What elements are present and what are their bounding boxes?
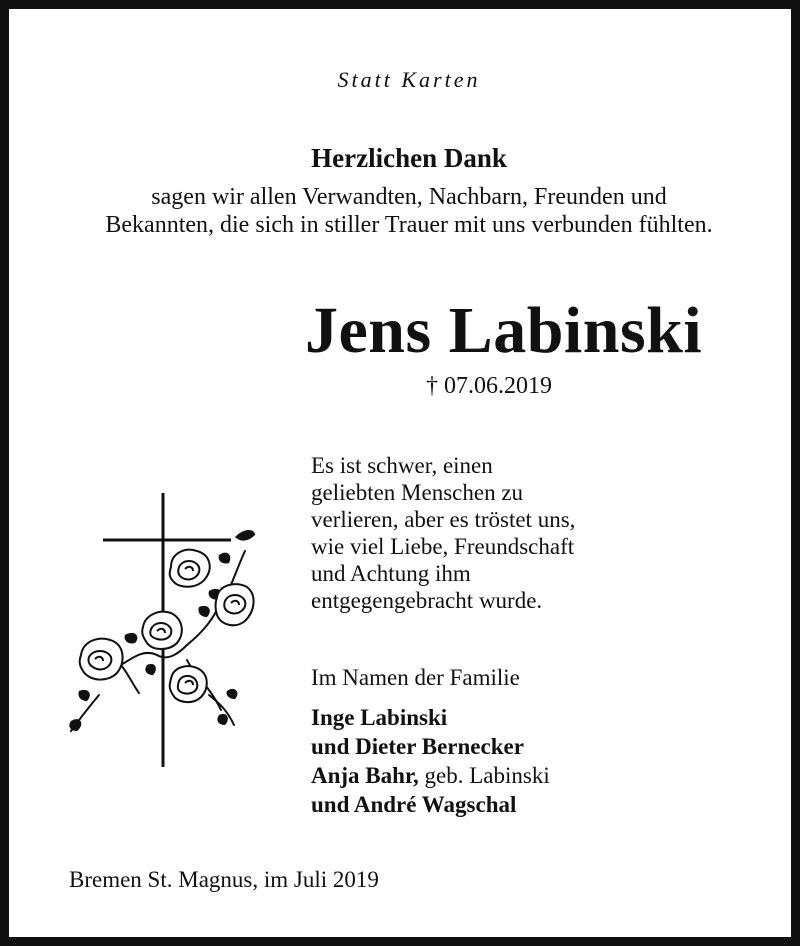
- signers-list: [311, 703, 550, 819]
- thanks-line: sagen wir allen Verwandten, Nachbarn, Freunden und: [151, 184, 667, 210]
- statt-karten-heading: Statt Karten: [337, 67, 481, 92]
- death-date: † 07.06.2019: [426, 373, 552, 399]
- deceased-name: Jens Labinski: [305, 294, 703, 367]
- signer-maiden-name: geb. Labinski: [418, 763, 550, 788]
- signer-line: [311, 761, 550, 790]
- signer-line: und Dieter Bernecker: [311, 734, 524, 759]
- poem-line: Es ist schwer, einen: [311, 453, 493, 478]
- thanks-line: Bekannten, die sich in stiller Trauer mit uns verbunden fühlten.: [105, 212, 713, 238]
- thanks-title: Herzlichen Dank: [311, 143, 507, 173]
- signer-line: und André Wagschal: [311, 792, 517, 817]
- cross-with-roses-icon: [59, 485, 269, 775]
- poem-line: wie viel Liebe, Freundschaft: [311, 534, 575, 559]
- signer-name: Anja Bahr,: [311, 763, 419, 788]
- signer-line: Inge Labinski: [311, 705, 448, 730]
- poem-line: entgegengebracht wurde.: [311, 588, 543, 613]
- poem-line: und Achtung ihm: [311, 561, 471, 586]
- condolence-poem: [311, 452, 575, 614]
- poem-line: geliebten Menschen zu: [311, 480, 524, 505]
- family-intro: Im Namen der Familie: [311, 665, 520, 690]
- thanks-text: [9, 183, 800, 239]
- place-date: Bremen St. Magnus, im Juli 2019: [69, 867, 379, 892]
- poem-line: verlieren, aber es tröstet uns,: [311, 507, 576, 532]
